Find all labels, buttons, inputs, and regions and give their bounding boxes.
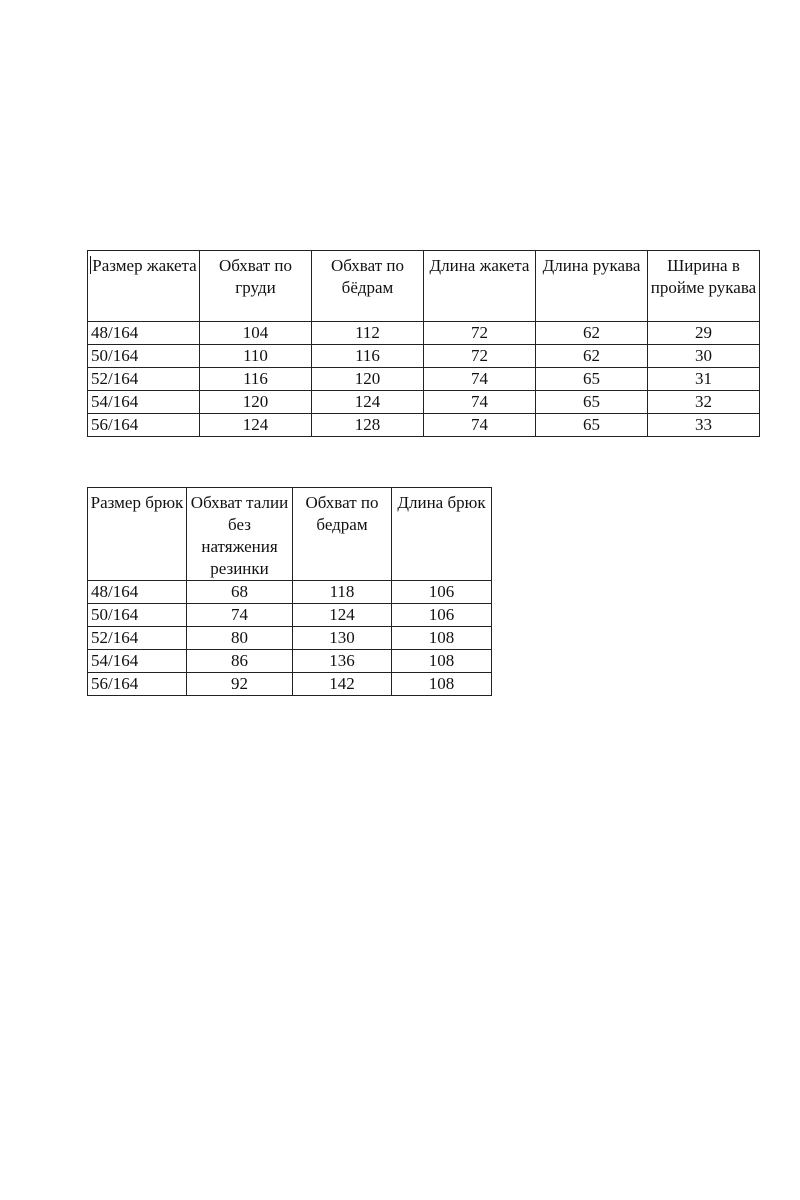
table-cell: 112 [312,322,424,345]
table-row [88,581,492,604]
table-cell: 31 [648,368,760,391]
table-cell: 124 [200,414,312,437]
table-cell: 106 [392,604,492,627]
table-cell: 92 [187,673,293,696]
table-cell: 74 [187,604,293,627]
table-cell: 29 [648,322,760,345]
table-cell: 142 [293,673,392,696]
table-row [88,322,760,345]
table-cell: 54/164 [88,650,187,673]
table-row [88,414,760,437]
column-header: Длина жакета [424,251,536,322]
table-cell: 62 [536,322,648,345]
table-cell: 130 [293,627,392,650]
table-cell: 74 [424,391,536,414]
table-row [88,368,760,391]
table-cell: 110 [200,345,312,368]
table-cell: 124 [293,604,392,627]
table-cell: 50/164 [88,604,187,627]
table-cell: 136 [293,650,392,673]
column-header: Размер брюк [88,488,187,581]
table-cell: 54/164 [88,391,200,414]
table-cell: 52/164 [88,627,187,650]
column-header: Длина рукава [536,251,648,322]
table-cell: 108 [392,650,492,673]
table-cell: 116 [200,368,312,391]
jacket-size-table [87,250,760,437]
table-header-row [88,251,760,322]
table-cell: 48/164 [88,322,200,345]
table-cell: 128 [312,414,424,437]
column-header: Обхват по бёдрам [312,251,424,322]
table-cell: 118 [293,581,392,604]
table-cell: 65 [536,414,648,437]
table-cell: 124 [312,391,424,414]
table-cell: 52/164 [88,368,200,391]
table-cell: 33 [648,414,760,437]
table-cell: 80 [187,627,293,650]
column-header: Обхват по бедрам [293,488,392,581]
table-row [88,345,760,368]
table-row [88,391,760,414]
table-cell: 62 [536,345,648,368]
table-cell: 74 [424,368,536,391]
table-row [88,650,492,673]
table-row [88,604,492,627]
table-cell: 32 [648,391,760,414]
table-cell: 120 [200,391,312,414]
table-header-row [88,488,492,581]
column-header: Обхват по груди [200,251,312,322]
table-cell: 120 [312,368,424,391]
table-cell: 50/164 [88,345,200,368]
column-header: Размер жакета [88,251,200,322]
table-cell: 106 [392,581,492,604]
table-cell: 104 [200,322,312,345]
table-cell: 72 [424,322,536,345]
table-cell: 30 [648,345,760,368]
table-cell: 108 [392,627,492,650]
column-header: Ширина в пройме рукава [648,251,760,322]
column-header: Обхват талии без натяжения резинки [187,488,293,581]
table-row [88,627,492,650]
table-cell: 56/164 [88,673,187,696]
table-cell: 72 [424,345,536,368]
table-cell: 48/164 [88,581,187,604]
table-cell: 65 [536,368,648,391]
table-cell: 108 [392,673,492,696]
trousers-size-table [87,487,492,696]
table-cell: 116 [312,345,424,368]
table-cell: 68 [187,581,293,604]
column-header: Длина брюк [392,488,492,581]
table-cell: 56/164 [88,414,200,437]
table-cell: 86 [187,650,293,673]
table-row [88,673,492,696]
table-cell: 74 [424,414,536,437]
table-cell: 65 [536,391,648,414]
